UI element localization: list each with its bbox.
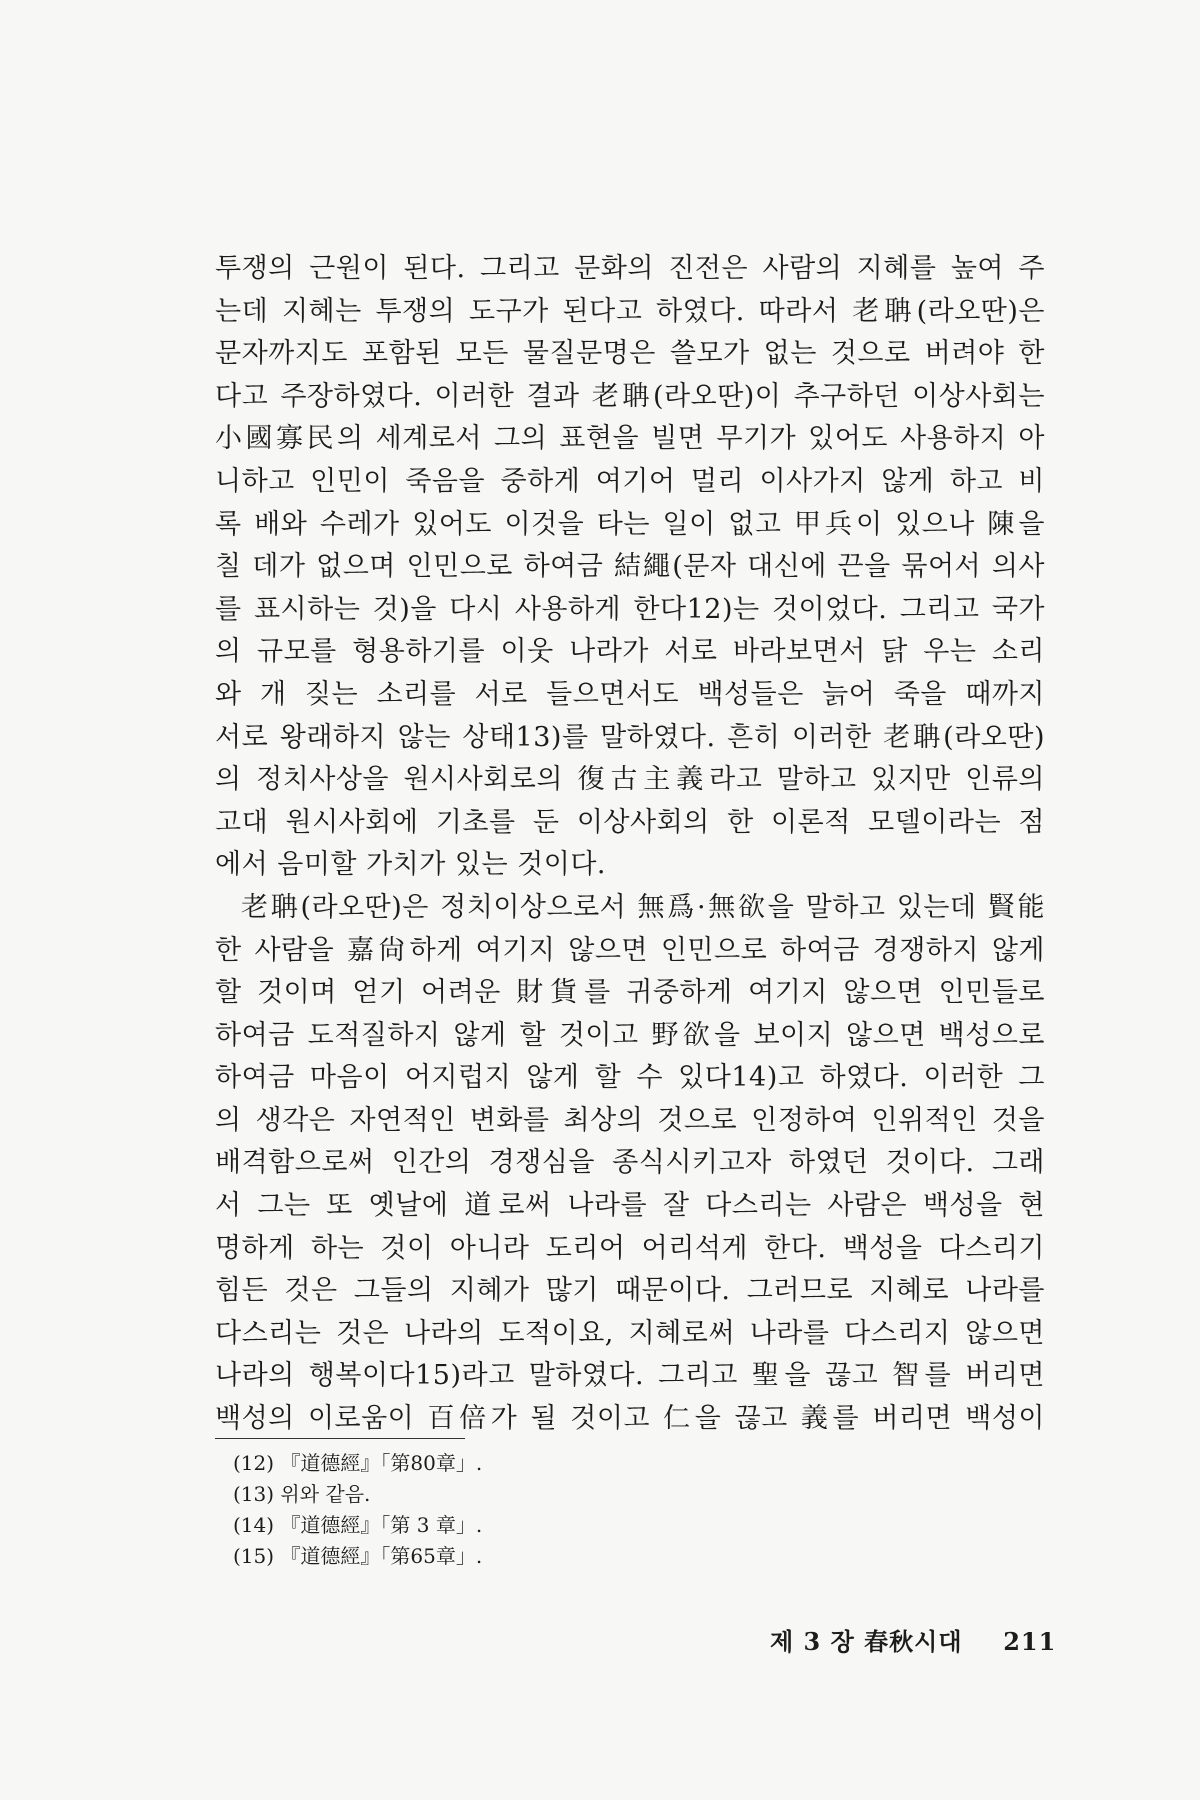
text-line: 에서 음미할 가치가 있는 것이다. (215, 849, 606, 881)
footnotes (233, 1448, 833, 1572)
text-line: 배격함으로써 인간의 경쟁심을 종식시키고자 하였던 것이다. 그래 (215, 1147, 1045, 1179)
text-line: 서 그는 또 옛날에 道로써 나라를 잘 다스리는 사람은 백성을 현 (215, 1190, 1045, 1222)
text-line: 小國寡民의 세계로서 그의 표현을 빌면 무기가 있어도 사용하지 아 (215, 423, 1045, 455)
text-line: 니하고 인민이 죽음을 중하게 여기어 멀리 이사가지 않게 하고 비 (215, 465, 1045, 497)
text-line: 서로 왕래하지 않는 상태13)를 말하였다. 흔히 이러한 老聃(라오딴) (215, 721, 1045, 753)
text-line: 한 사람을 嘉尙하게 여기지 않으면 인민으로 하여금 경쟁하지 않게 (215, 934, 1045, 966)
footnote-divider (215, 1438, 465, 1439)
text-line: 명하게 하는 것이 아니라 도리어 어리석게 한다. 백성을 다스리기 (215, 1232, 1045, 1264)
text-line: 칠 데가 없으며 인민으로 하여금 結繩(문자 대신에 끈을 묶어서 의사 (215, 551, 1045, 583)
text-line: 백성의 이로움이 百倍가 될 것이고 仁을 끊고 義를 버리면 백성이 (215, 1403, 1045, 1435)
page-number: 211 (1003, 1627, 1057, 1656)
text-line: 의 규모를 형용하기를 이웃 나라가 서로 바라보면서 닭 우는 소리 (215, 636, 1045, 668)
text-line: 는데 지혜는 투쟁의 도구가 된다고 하였다. 따라서 老聃(라오딴)은 (215, 295, 1045, 327)
text-line: 하여금 도적질하지 않게 할 것이고 野欲을 보이지 않으면 백성으로 (215, 1019, 1045, 1051)
text-line: 의 생각은 자연적인 변화를 최상의 것으로 인정하여 인위적인 것을 (215, 1104, 1045, 1136)
text-line-paragraph-start: 老聃(라오딴)은 정치이상으로서 無爲·無欲을 말하고 있는데 賢能 (241, 891, 1045, 923)
footnote-13: (13) 위와 같음. (233, 1482, 371, 1506)
text-line: 다고 주장하였다. 이러한 결과 老聃(라오딴)이 추구하던 이상사회는 (215, 380, 1045, 412)
text-line: 할 것이며 얻기 어려운 財貨를 귀중하게 여기지 않으면 인민들로 (215, 977, 1045, 1009)
text-line: 하여금 마음이 어지럽지 않게 할 수 있다14)고 하였다. 이러한 그 (215, 1062, 1045, 1094)
text-line: 의 정치사상을 원시사회로의 復古主義라고 말하고 있지만 인류의 (215, 764, 1045, 796)
footnote-14: (14) 『道德經』「第 3 章」. (233, 1513, 483, 1537)
footnote-15: (15) 『道德經』「第65章」. (233, 1544, 483, 1568)
text-line: 와 개 짖는 소리를 서로 들으면서도 백성들은 늙어 죽을 때까지 (215, 678, 1045, 710)
text-line: 나라의 행복이다15)라고 말하였다. 그리고 聖을 끊고 智를 버리면 (215, 1360, 1045, 1392)
text-line: 다스리는 것은 나라의 도적이요, 지혜로써 나라를 다스리지 않으면 (215, 1317, 1045, 1349)
chapter-title: 제 3 장 春秋시대 (770, 1627, 963, 1656)
running-footer (770, 1622, 1057, 1657)
text-line: 힘든 것은 그들의 지혜가 많기 때문이다. 그러므로 지혜로 나라를 (215, 1275, 1045, 1307)
text-line: 록 배와 수레가 있어도 이것을 타는 일이 없고 甲兵이 있으나 陳을 (215, 508, 1045, 540)
text-line: 문자까지도 포함된 모든 물질문명은 쓸모가 없는 것으로 버려야 한 (215, 338, 1045, 370)
body-text (215, 248, 1045, 1441)
footnote-12: (12) 『道德經』「第80章」. (233, 1451, 483, 1475)
text-line: 를 표시하는 것)을 다시 사용하게 한다12)는 것이었다. 그리고 국가 (215, 593, 1045, 625)
text-line: 고대 원시사회에 기초를 둔 이상사회의 한 이론적 모델이라는 점 (215, 806, 1045, 838)
text-line: 투쟁의 근원이 된다. 그리고 문화의 진전은 사람의 지혜를 높여 주 (215, 253, 1045, 284)
